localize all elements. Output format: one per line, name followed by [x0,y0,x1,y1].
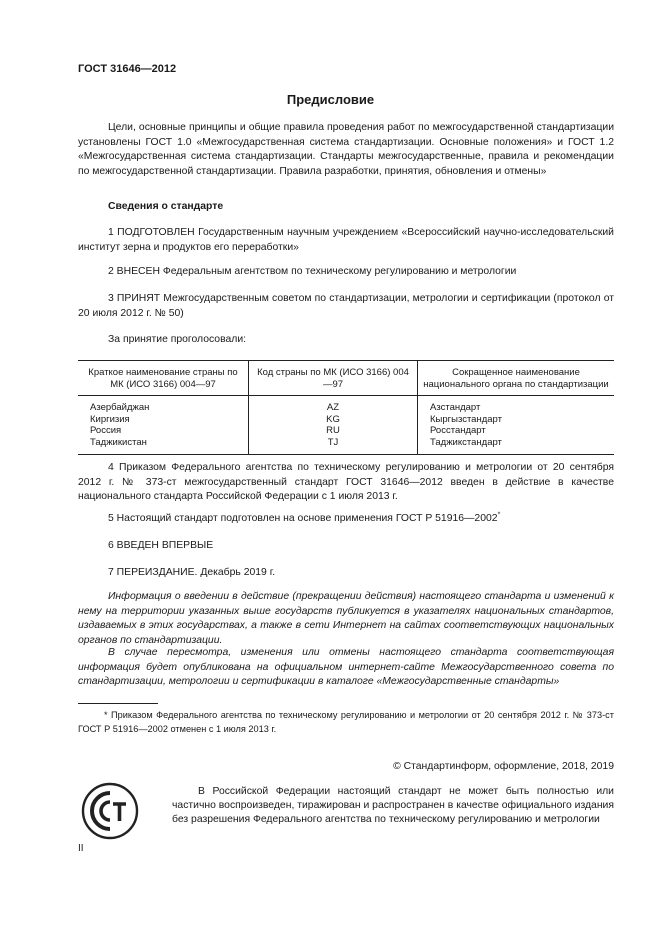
table-header-country: Краткое наименование страны по МК (ИСО 3166) 004—97 [78,361,249,396]
page-number: II [78,843,84,854]
table-cell-code: KG [249,414,418,426]
table-row [78,414,614,426]
table-cell-body: Азстандарт [418,396,615,414]
table-cell-body: Кыргызстандарт [418,414,615,426]
item-6: 6 ВВЕДЕН ВПЕРВЫЕ [108,540,214,551]
gost-logo-icon [80,781,140,841]
table-cell-country: Россия [90,425,122,436]
item-5-text: 5 Настоящий стандарт подготовлен на основе применения ГОСТ Р 51916—2002 [108,513,498,524]
info-paragraph-2: В случае пересмотра, изменения или отмены настоящего стандарта соответствующая информация будет опубликована на официальном интернет-сайте Межгосударственного совета по стандартизации, метрологии и сертификации в каталоге «Межгосударственные стандарты» [78,647,614,688]
item-3: 3 ПРИНЯТ Межгосударственным советом по стандартизации, метрологии и сертификации (протокол от 20 июля 2012 г. № 50) [78,293,614,319]
copyright-line: © Стандартинформ, оформление, 2018, 2019 [393,761,614,772]
table-cell-body: Росстандарт [418,425,615,437]
footnote-mark: * [497,511,501,519]
table-cell-code: AZ [249,396,418,414]
table-cell-body: Таджикстандарт [418,437,615,455]
table-cell-country: Таджикистан [78,437,249,455]
table-header-code: Код страны по МК (ИСО 3166) 004—97 [249,361,418,396]
countries-table [78,360,614,455]
item-1: 1 ПОДГОТОВЛЕН Государственным научным учреждением «Всероссийский научно-исследовательский институт зерна и продуктов его переработки» [78,227,614,253]
table-cell-code: RU [249,425,418,437]
table-cell-country: Киргизия [90,413,130,425]
table-header-row [78,361,614,396]
table-row [78,437,614,455]
document-id-header: ГОСТ 31646—2012 [78,63,177,75]
footnote: * Приказом Федерального агентства по техническому регулированию и метрологии от 20 сентября 2012 г. № 373-ст ГОСТ Р 51916—2002 отменен с 1 июля 2013 г. [78,710,614,734]
table-header-body: Сокращенное наименование национального органа по стандартизации [418,361,615,396]
table-row [78,425,614,437]
info-paragraph-1: Информация о введении в действие (прекращении действия) настоящего стандарта и изменений к нему на территории указанных выше государств публикуется в указателях национальных стандартов, издаваемых в этих государствах, а также в сети Интернет на сайтах соответствующих национальных органов по стандартизации. [78,591,614,646]
item-7: 7 ПЕРЕИЗДАНИЕ. Декабрь 2019 г. [108,567,276,578]
table-row [78,396,614,414]
section-heading: Сведения о стандарте [108,201,224,212]
page-title: Предисловие [286,92,375,107]
voted-label: За принятие проголосовали: [108,334,247,345]
item-5 [78,512,614,527]
reproduction-notice: В Российской Федерации настоящий стандарт не может быть полностью или частично воспроизведен, тиражирован и распространен в качестве официального издания без разрешения Федерального агентства по техническому регулированию и метрологии [172,786,614,825]
table-cell-code: TJ [249,437,418,455]
intro-paragraph: Цели, основные принципы и общие правила проведения работ по межгосударственной стандартизации установлены ГОСТ 1.0 «Межгосударственная система стандартизации. Основные положения» и ГОСТ 1.2 «Межгосударственная система стандартизации. Стандарты межгосударственные, правила и рекомендации по межгосударственной стандартизации. Правила разработки, принятия, обновления и отмены» [78,122,614,177]
table-cell-country: Азербайджан [90,402,150,413]
item-2: 2 ВНЕСЕН Федеральным агентством по техническому регулированию и метрологии [108,266,517,277]
footnote-divider [78,703,158,704]
item-4: 4 Приказом Федерального агентства по техническому регулированию и метрологии от 20 сентября 2012 г. № 373-ст межгосударственный стандарт ГОСТ 31646—2012 введен в действие в качестве национального стандарта Российской Федерации с 1 июля 2013 г. [78,462,614,503]
